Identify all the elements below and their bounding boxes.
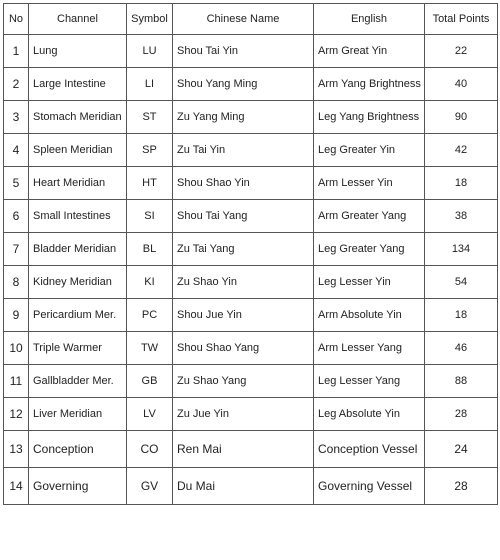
cell-channel: Gallbladder Mer. xyxy=(29,365,127,398)
cell-chinese-name: Zu Tai Yang xyxy=(173,233,314,266)
cell-chinese-name: Zu Tai Yin xyxy=(173,134,314,167)
cell-channel: Pericardium Mer. xyxy=(29,299,127,332)
cell-total-points: 28 xyxy=(425,468,498,505)
cell-total-points: 18 xyxy=(425,167,498,200)
cell-channel: Liver Meridian xyxy=(29,398,127,431)
table-row xyxy=(4,35,498,68)
table-row xyxy=(4,332,498,365)
cell-total-points: 38 xyxy=(425,200,498,233)
table-row xyxy=(4,365,498,398)
table-row xyxy=(4,68,498,101)
cell-chinese-name: Shou Shao Yin xyxy=(173,167,314,200)
cell-total-points: 134 xyxy=(425,233,498,266)
table-row xyxy=(4,200,498,233)
header-chinese-name: Chinese Name xyxy=(173,4,314,35)
cell-total-points: 28 xyxy=(425,398,498,431)
cell-english: Arm Great Yin xyxy=(314,35,425,68)
cell-no: 3 xyxy=(4,101,29,134)
cell-symbol: HT xyxy=(127,167,173,200)
cell-symbol: LU xyxy=(127,35,173,68)
cell-english: Leg Lesser Yang xyxy=(314,365,425,398)
table-row xyxy=(4,431,498,468)
cell-no: 9 xyxy=(4,299,29,332)
cell-symbol: CO xyxy=(127,431,173,468)
cell-no: 12 xyxy=(4,398,29,431)
cell-no: 10 xyxy=(4,332,29,365)
cell-symbol: SP xyxy=(127,134,173,167)
cell-english: Arm Absolute Yin xyxy=(314,299,425,332)
table-row xyxy=(4,398,498,431)
cell-channel: Bladder Meridian xyxy=(29,233,127,266)
table-row xyxy=(4,266,498,299)
cell-chinese-name: Shou Tai Yin xyxy=(173,35,314,68)
cell-no: 2 xyxy=(4,68,29,101)
cell-no: 5 xyxy=(4,167,29,200)
cell-no: 11 xyxy=(4,365,29,398)
cell-chinese-name: Zu Yang Ming xyxy=(173,101,314,134)
cell-symbol: GB xyxy=(127,365,173,398)
cell-chinese-name: Du Mai xyxy=(173,468,314,505)
meridian-table xyxy=(3,3,498,505)
cell-channel: Heart Meridian xyxy=(29,167,127,200)
cell-english: Arm Lesser Yin xyxy=(314,167,425,200)
cell-channel: Governing xyxy=(29,468,127,505)
cell-symbol: ST xyxy=(127,101,173,134)
table-header-row xyxy=(4,4,498,35)
cell-english: Leg Lesser Yin xyxy=(314,266,425,299)
cell-english: Governing Vessel xyxy=(314,468,425,505)
cell-total-points: 18 xyxy=(425,299,498,332)
cell-symbol: PC xyxy=(127,299,173,332)
cell-english: Leg Greater Yin xyxy=(314,134,425,167)
cell-english: Arm Yang Brightness xyxy=(314,68,425,101)
cell-symbol: LI xyxy=(127,68,173,101)
table-row xyxy=(4,299,498,332)
cell-total-points: 22 xyxy=(425,35,498,68)
cell-no: 4 xyxy=(4,134,29,167)
header-total-points: Total Points xyxy=(425,4,498,35)
cell-total-points: 90 xyxy=(425,101,498,134)
cell-chinese-name: Shou Tai Yang xyxy=(173,200,314,233)
cell-symbol: KI xyxy=(127,266,173,299)
cell-english: Arm Greater Yang xyxy=(314,200,425,233)
cell-channel: Stomach Meridian xyxy=(29,101,127,134)
header-no: No xyxy=(4,4,29,35)
table-row xyxy=(4,134,498,167)
cell-symbol: SI xyxy=(127,200,173,233)
table-row xyxy=(4,233,498,266)
cell-total-points: 24 xyxy=(425,431,498,468)
cell-no: 1 xyxy=(4,35,29,68)
cell-total-points: 42 xyxy=(425,134,498,167)
cell-channel: Triple Warmer xyxy=(29,332,127,365)
cell-no: 14 xyxy=(4,468,29,505)
cell-channel: Small Intestines xyxy=(29,200,127,233)
cell-channel: Kidney Meridian xyxy=(29,266,127,299)
cell-english: Leg Absolute Yin xyxy=(314,398,425,431)
cell-no: 7 xyxy=(4,233,29,266)
cell-chinese-name: Shou Yang Ming xyxy=(173,68,314,101)
table-row xyxy=(4,468,498,505)
cell-total-points: 46 xyxy=(425,332,498,365)
table-body xyxy=(4,35,498,505)
cell-chinese-name: Zu Shao Yang xyxy=(173,365,314,398)
cell-channel: Large Intestine xyxy=(29,68,127,101)
cell-chinese-name: Shou Shao Yang xyxy=(173,332,314,365)
cell-english: Leg Greater Yang xyxy=(314,233,425,266)
cell-channel: Conception xyxy=(29,431,127,468)
header-channel: Channel xyxy=(29,4,127,35)
cell-chinese-name: Zu Jue Yin xyxy=(173,398,314,431)
cell-total-points: 54 xyxy=(425,266,498,299)
cell-total-points: 88 xyxy=(425,365,498,398)
cell-symbol: TW xyxy=(127,332,173,365)
cell-symbol: BL xyxy=(127,233,173,266)
table-row xyxy=(4,167,498,200)
header-english: English xyxy=(314,4,425,35)
cell-channel: Lung xyxy=(29,35,127,68)
cell-chinese-name: Shou Jue Yin xyxy=(173,299,314,332)
cell-english: Arm Lesser Yang xyxy=(314,332,425,365)
cell-english: Conception Vessel xyxy=(314,431,425,468)
cell-total-points: 40 xyxy=(425,68,498,101)
cell-chinese-name: Ren Mai xyxy=(173,431,314,468)
cell-symbol: GV xyxy=(127,468,173,505)
cell-no: 6 xyxy=(4,200,29,233)
cell-channel: Spleen Meridian xyxy=(29,134,127,167)
cell-no: 8 xyxy=(4,266,29,299)
table-row xyxy=(4,101,498,134)
cell-symbol: LV xyxy=(127,398,173,431)
cell-no: 13 xyxy=(4,431,29,468)
cell-chinese-name: Zu Shao Yin xyxy=(173,266,314,299)
header-symbol: Symbol xyxy=(127,4,173,35)
cell-english: Leg Yang Brightness xyxy=(314,101,425,134)
